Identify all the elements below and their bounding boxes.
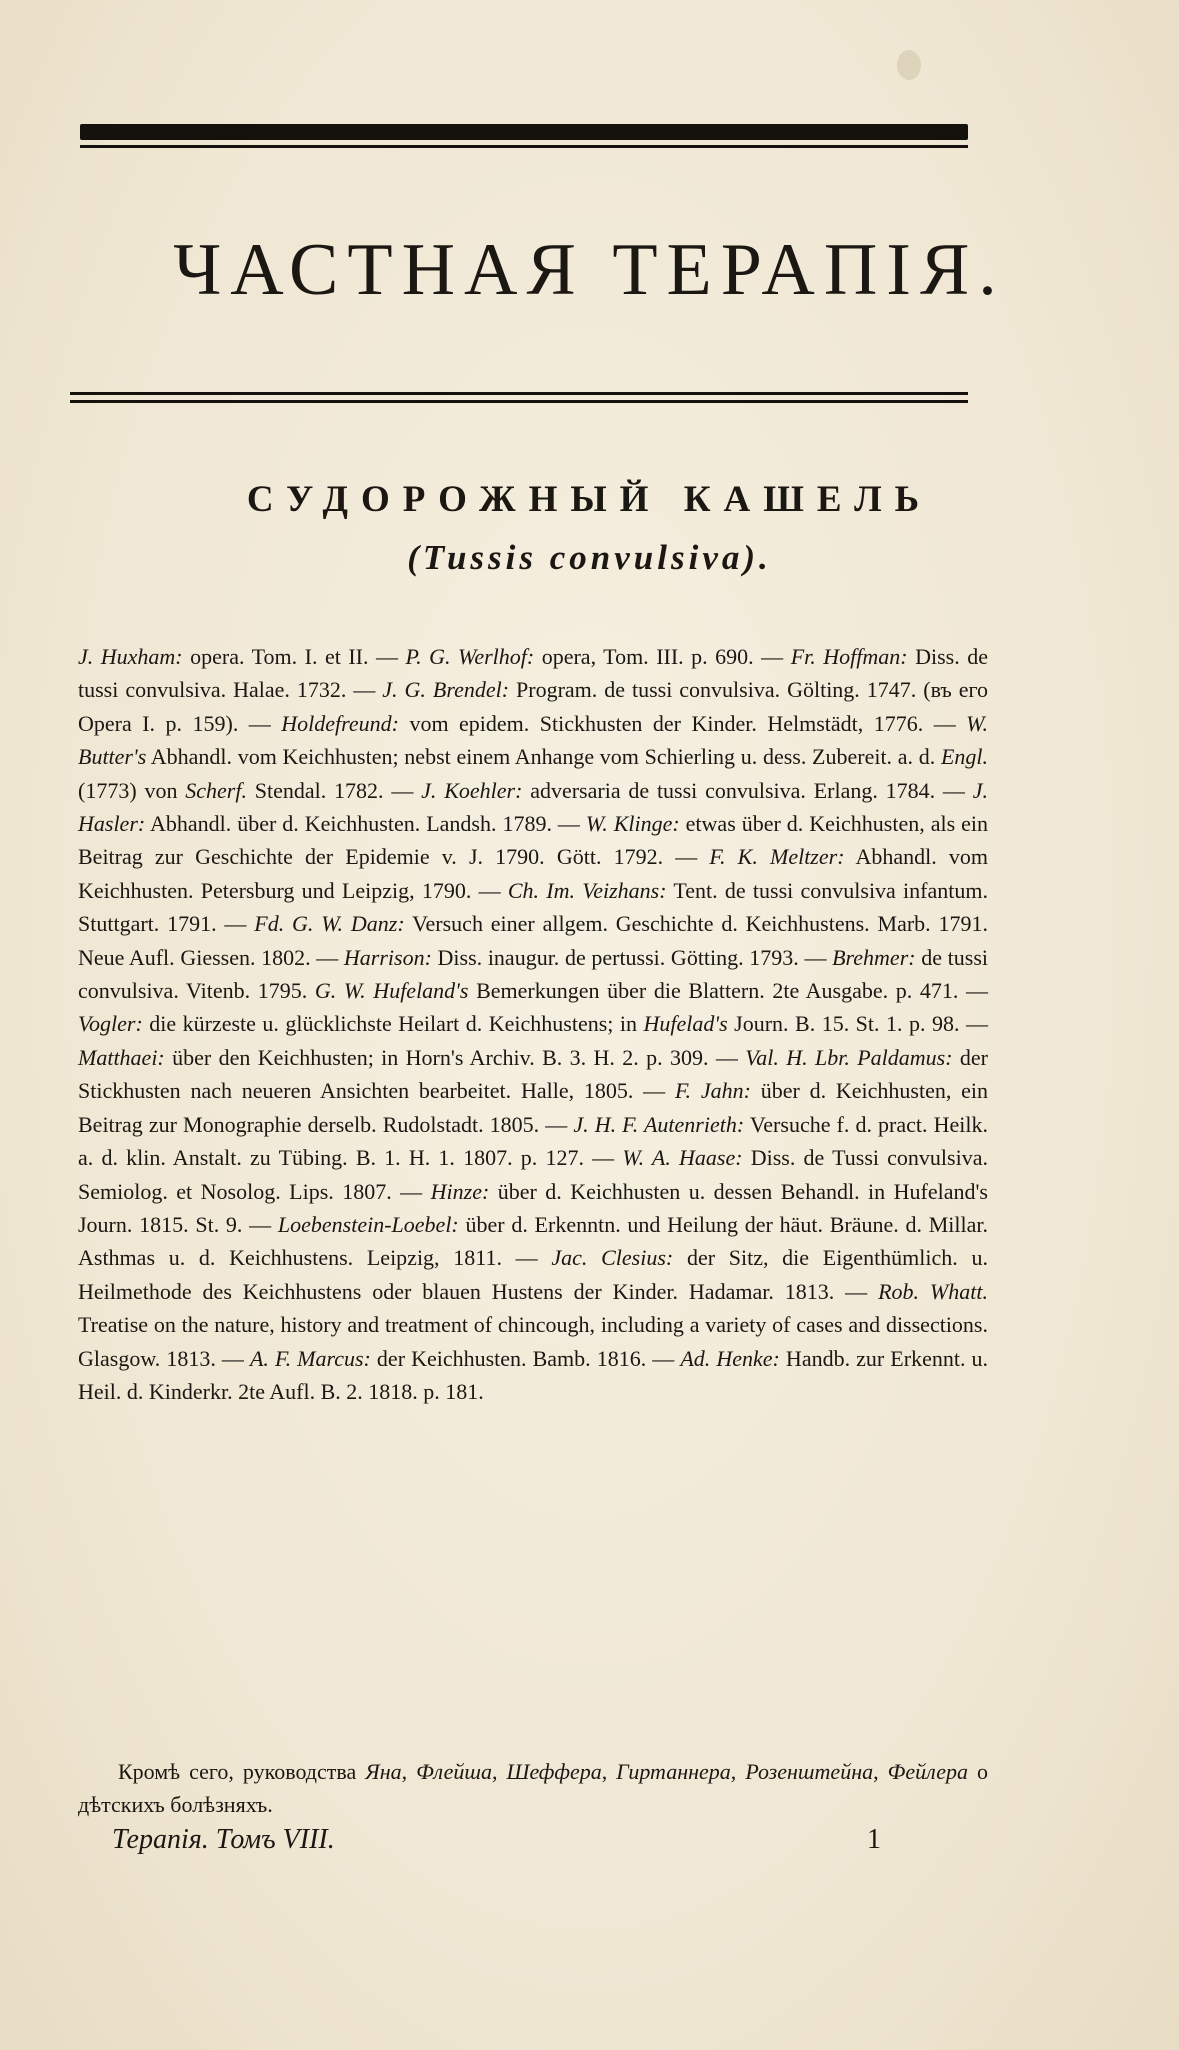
- bib-author: Fd. G. W. Danz:: [254, 911, 405, 937]
- section-subtitle: (Tussis convulsiva).: [407, 538, 772, 577]
- bib-author: J. G. Brendel:: [382, 677, 510, 703]
- bib-entry-text: der Stickhusten nach neueren Ansichten bearbeitet. Halle, 1805. —: [78, 1044, 989, 1104]
- bib-author: Harrison:: [343, 944, 432, 970]
- additional-tail: о дѣтскихъ болѣзняхъ.: [78, 1759, 989, 1818]
- bib-entry-text: der Sitz, die Eigenthümlich. u. Heilmethode des Keichhustens oder blauen Hustens der Kinder. Hadamar. 1813. —: [78, 1245, 988, 1304]
- bib-entry-text: über den Keichhusten; in Horn's Archiv. B. 3. H. 2. p. 309. —: [164, 1044, 746, 1070]
- bib-author: F. K. Meltzer:: [709, 844, 845, 870]
- bib-entry-text: de tussi convulsiva. Vitenb. 1795.: [78, 944, 988, 1004]
- bibliography: [78, 640, 988, 1408]
- bib-entry-text: opera, Tom. III. p. 690. —: [534, 644, 791, 669]
- running-title: Терапія. Томъ VIII.: [112, 1824, 335, 1855]
- bib-entry-text: Diss. de tussi convulsiva. Halae. 1732. —: [78, 644, 989, 703]
- bib-author: Vogler:: [78, 1011, 143, 1037]
- paper-stain: [897, 50, 921, 80]
- bib-entry-text: über d. Keichhusten, ein Beitrag zur Monographie derselb. Rudolstadt. 1805. —: [78, 1078, 988, 1137]
- bib-author: W. Butter's: [78, 710, 988, 770]
- bib-author: Matthaei:: [78, 1044, 165, 1070]
- bib-entry-text: etwas über d. Keichhusten, als ein Beitrag zur Geschichte der Epidemie v. J. 1790. Gött. 1792. —: [78, 811, 989, 870]
- bib-entry-text: der Keichhusten. Bamb. 1816. —: [370, 1345, 681, 1371]
- bib-entry-text: Abhandl. vom Keichhusten; nebst einem Anhange vom Schierling u. dess. Zubereit. a. d.: [146, 744, 941, 770]
- bib-author: Rob. Whatt.: [878, 1278, 988, 1304]
- additional-author: Яна: [365, 1759, 402, 1784]
- title-divider: [70, 392, 968, 408]
- bib-author: J. Huxham:: [78, 644, 183, 669]
- section-title: СУДОРОЖНЫЙ КАШЕЛЬ: [246, 479, 933, 520]
- bib-entry-text: (1773) von: [78, 777, 186, 803]
- bib-author: Scherf.: [185, 777, 247, 803]
- page-title: ЧАСТНАЯ ТЕРАПІЯ.: [173, 229, 1006, 311]
- bib-author: Engl.: [940, 744, 988, 770]
- bib-entry-text: vom epidem. Stickhusten der Kinder. Helmstädt, 1776. —: [398, 710, 967, 736]
- bib-author: J. Koehler:: [421, 777, 523, 803]
- page-footer: [112, 1824, 892, 1856]
- bib-entry-text: Diss. de Tussi convulsiva. Semiolog. et Nosolog. Lips. 1807. —: [78, 1145, 988, 1204]
- bib-entry-text: Bemerkungen über die Blattern. 2te Ausgabe. p. 471. —: [468, 978, 988, 1004]
- bib-entry-text: Handb. zur Erkennt. u. Heil. d. Kinderkr. 2te Aufl. B. 2. 1818. p. 181.: [78, 1345, 989, 1404]
- additional-author: Флейша: [416, 1759, 493, 1784]
- additional-author: Фейлера: [887, 1759, 968, 1784]
- bib-author: Val. H. Lbr. Paldamus:: [745, 1044, 953, 1070]
- additional-lead: Кромѣ сего, руководства: [118, 1759, 366, 1784]
- bib-entry-text: über d. Keichhusten u. dessen Behandl. in Hufeland's Journ. 1815. St. 9. —: [78, 1178, 988, 1237]
- bib-author: F. Jahn:: [674, 1078, 751, 1104]
- bib-entry-text: Treatise on the nature, history and treatment of chincough, including a variety of cases and dissections. Glasgow. 1813. —: [78, 1312, 988, 1371]
- additional-author: Розенштейна: [745, 1759, 874, 1784]
- bib-entry-text: Versuch einer allgem. Geschichte d. Keichhustens. Marb. 1791. Neue Aufl. Giessen. 1802. —: [78, 911, 988, 970]
- bib-entry-text: Journ. B. 15. St. 1. p. 98. —: [727, 1011, 988, 1037]
- bib-entry-text: Versuche f. d. pract. Heilk. a. d. klin. Anstalt. zu Tübing. B. 1. H. 1. 1807. p. 127. —: [78, 1111, 988, 1171]
- bib-entry-text: Abhandl. vom Keichhusten. Petersburg und Leipzig, 1790. —: [78, 844, 989, 903]
- bib-author: Brehmer:: [832, 944, 916, 970]
- bib-author: Hufelad's: [643, 1011, 728, 1037]
- bib-entry-text: die kürzeste u. glücklichste Heilart d. Keichhustens; in: [142, 1011, 644, 1037]
- bib-author: W. A. Haase:: [622, 1145, 743, 1171]
- bib-author: W. Klinge:: [585, 811, 680, 837]
- bib-author: Ad. Henke:: [680, 1345, 780, 1371]
- bib-author: Holdefreund:: [281, 710, 399, 736]
- bib-entry-text: Diss. inaugur. de pertussi. Götting. 1793. —: [431, 944, 833, 970]
- bib-entry-text: über d. Erkenntn. und Heilung der häut. Bräune. d. Millar. Asthmas u. d. Keichhustens. Leipzig, 1811. —: [78, 1211, 988, 1271]
- bib-entry-text: Program. de tussi convulsiva. Gölting. 1747. (въ его Opera I. p. 159). —: [78, 677, 988, 736]
- additional-author: Шеффера: [506, 1759, 602, 1784]
- additional-sources: [78, 1755, 988, 1822]
- page-number: 1: [867, 1824, 881, 1855]
- bib-author: Hinze:: [430, 1178, 490, 1204]
- bib-entry-text: Stendal. 1782. —: [246, 777, 422, 803]
- bib-author: P. G. Werlhof:: [405, 644, 535, 669]
- bib-entry-text: opera. Tom. I. et II. —: [182, 644, 406, 669]
- bib-author: J. Hasler:: [78, 777, 988, 837]
- bibliography-text: [78, 640, 988, 1408]
- additional-names: Яна, Флейша, Шеффера, Гиртаннера, Розенштейна, Фейлера: [365, 1759, 968, 1784]
- bib-entry-text: adversaria de tussi convulsiva. Erlang. 1784. —: [522, 777, 973, 803]
- bib-entry-text: Abhandl. über d. Keichhusten. Landsh. 1789. —: [145, 811, 586, 837]
- additional-author: Гиртаннера: [616, 1759, 731, 1784]
- bib-author: Loebenstein-Loebel:: [277, 1211, 459, 1237]
- bib-author: Fr. Hoffman:: [790, 644, 908, 669]
- bib-author: Ch. Im. Veizhans:: [507, 877, 667, 903]
- top-rule: [80, 124, 968, 150]
- bib-author: A. F. Marcus:: [249, 1345, 371, 1371]
- bib-author: J. H. F. Autenrieth:: [573, 1111, 745, 1137]
- bib-author: G. W. Hufeland's: [314, 978, 469, 1004]
- bib-author: Jac. Clesius:: [551, 1245, 674, 1271]
- bib-entry-text: Tent. de tussi convulsiva infantum. Stuttgart. 1791. —: [78, 877, 988, 937]
